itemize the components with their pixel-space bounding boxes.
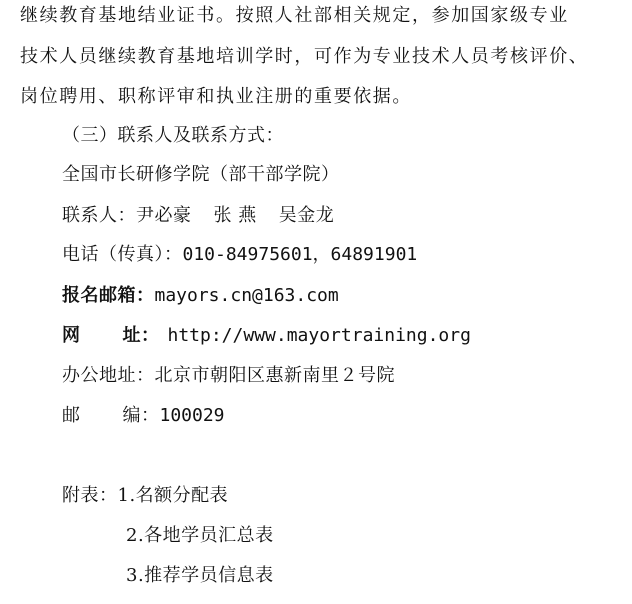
contact-person-1: 尹必豪 <box>136 205 192 226</box>
email-value[interactable]: mayors.cn@163.com <box>154 285 339 306</box>
address-row <box>62 364 395 388</box>
attachments-row-1 <box>62 484 228 508</box>
attachment-item-3: 3.推荐学员信息表 <box>126 565 274 586</box>
website-url[interactable]: http://www.mayortraining.org <box>167 325 471 346</box>
postcode-row <box>62 404 225 428</box>
website-label-part-2: 址： <box>122 325 160 346</box>
attachment-item-2: 2.各地学员汇总表 <box>126 525 274 546</box>
phone-value: 010-84975601，64891901 <box>182 244 418 265</box>
postcode-label-part-2: 编： <box>122 405 160 426</box>
attachment-item-1: 1.名额分配表 <box>117 485 229 506</box>
website-row <box>62 324 471 348</box>
contact-persons-label: 联系人： <box>62 205 136 226</box>
contact-person-3: 吴金龙 <box>278 205 335 226</box>
contact-persons-row <box>62 204 334 228</box>
phone-label: 电话（传真）： <box>62 244 183 265</box>
attachments-label: 附表： <box>62 485 118 506</box>
postcode-label-part-1: 邮 <box>62 405 81 426</box>
address-label: 办公地址： <box>62 365 155 386</box>
contact-heading: （三）联系人及联系方式： <box>62 125 284 146</box>
paragraph-line-3: 岗位聘用、职称评审和执业注册的重要依据。 <box>20 86 412 107</box>
organization-name: 全国市长研修学院（部干部学院） <box>62 164 340 185</box>
email-row <box>62 284 339 308</box>
paragraph-line-1: 继续教育基地结业证书。按照人社部相关规定，参加国家级专业 <box>20 5 569 26</box>
paragraph-line-2: 技术人员继续教育基地培训学时，可作为专业技术人员考核评价、 <box>20 46 589 67</box>
website-label-part-1: 网 <box>62 325 81 346</box>
phone-row <box>62 243 417 267</box>
address-value: 北京市朝阳区惠新南里２号院 <box>154 365 395 386</box>
postcode-value: 100029 <box>159 405 225 426</box>
email-label: 报名邮箱： <box>62 285 155 306</box>
contact-person-2: 张 燕 <box>213 205 257 226</box>
